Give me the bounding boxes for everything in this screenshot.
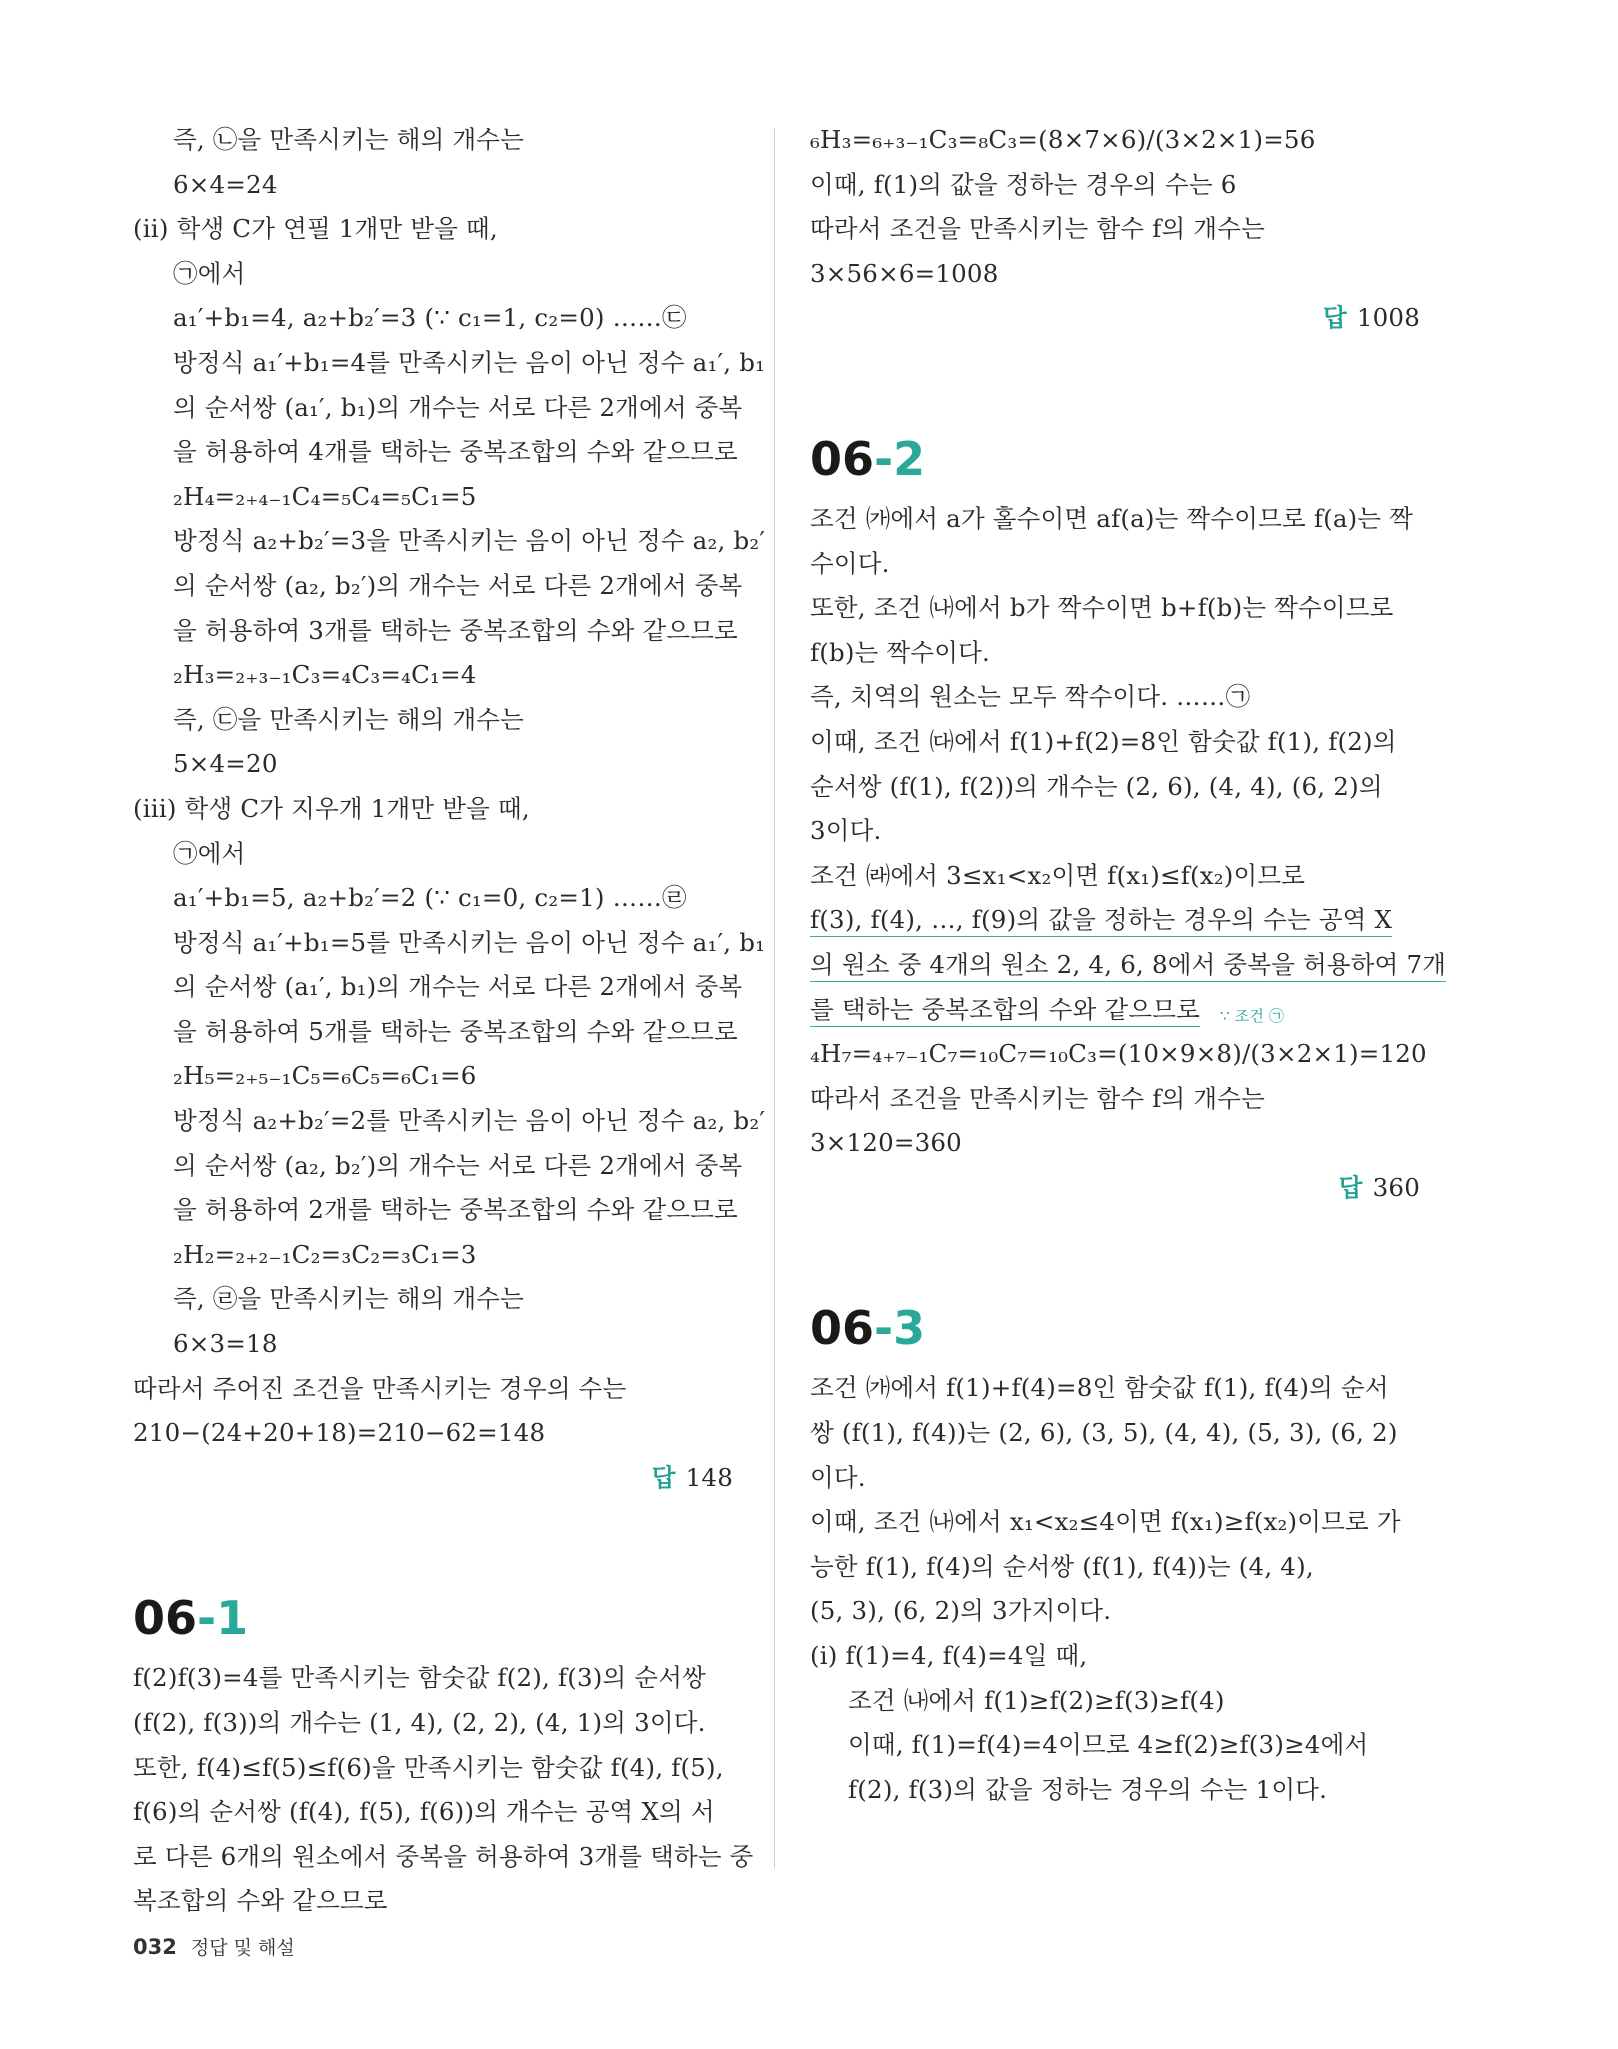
text-line: 따라서 조건을 만족시키는 함수 f의 개수는 (810, 214, 1265, 244)
underlined-text: 의 원소 중 4개의 원소 2, 4, 6, 8에서 중복을 허용하여 7개 (810, 950, 1446, 982)
answer-line (133, 1456, 733, 1501)
section-dash: - (197, 1591, 217, 1646)
section-number: 06 (810, 1301, 875, 1356)
text-line: 3×120=360 (810, 1128, 962, 1158)
text-line: 또한, 조건 ㈏에서 b가 짝수이면 b+f(b)는 짝수이므로 (810, 593, 1394, 623)
text-line: 의 순서쌍 (a₁′, b₁)의 개수는 서로 다른 2개에서 중복 (173, 972, 743, 1002)
text-line: 수이다. (810, 548, 890, 578)
section-subnumber: 1 (216, 1591, 249, 1646)
section-heading-06-2 (810, 429, 1420, 489)
page-footer (133, 1933, 295, 1960)
solution-continued (133, 118, 766, 1456)
text-line: (f(2), f(3))의 개수는 (1, 4), (2, 2), (4, 1)의 3이다. (133, 1708, 706, 1737)
text-line: 이때, f(1)의 값을 정하는 경우의 수는 6 (810, 169, 1237, 199)
text-line: 조건 ㈑에서 3≤x₁<x₂이면 f(x₁)≤f(x₂)이므로 (810, 860, 1306, 890)
text-line: 즉, ㉡을 만족시키는 해의 개수는 (173, 125, 525, 154)
solution-06-3 (810, 1366, 1420, 1812)
text-line: 순서쌍 (f(1), f(2))의 개수는 (2, 6), (4, 4), (6, 2)의 (810, 771, 1383, 801)
solution-06-2 (810, 497, 1447, 1032)
answer-label: 답 (1338, 1172, 1363, 1202)
section-number: 06 (133, 1591, 198, 1646)
text-line: 이다. (810, 1462, 866, 1492)
text-line: 이때, f(1)=f(4)=4이므로 4≥f(2)≥f(3)≥4에서 (848, 1730, 1369, 1760)
text-line: 쌍 (f(1), f(4))는 (2, 6), (3, 5), (4, 4), (5, 3), (6, 2) (810, 1418, 1398, 1448)
text-line: 조건 ㈏에서 f(1)≥f(2)≥f(3)≥f(4) (848, 1685, 1225, 1715)
text-line: 3×56×6=1008 (810, 258, 999, 288)
section-dash: - (874, 431, 894, 486)
text-line: 방정식 a₁′+b₁=4를 만족시키는 음이 아닌 정수 a₁′, b₁ (173, 347, 766, 377)
footer-label: 정답 및 해설 (190, 1937, 295, 1959)
underlined-text: f(3), f(4), …, f(9)의 값을 정하는 경우의 수는 공역 X (810, 905, 1392, 937)
text-line: 을 허용하여 2개를 택하는 중복조합의 수와 같으므로 (173, 1195, 738, 1225)
solution-06-1 (133, 1656, 754, 1924)
section-heading-06-3 (810, 1298, 1420, 1358)
text-line: 210−(24+20+18)=210−62=148 (133, 1418, 546, 1448)
text-line: 이때, 조건 ㈏에서 x₁<x₂≤4이면 f(x₁)≥f(x₂)이므로 가 (810, 1507, 1401, 1537)
text-line: ㉠에서 (173, 838, 246, 868)
text-line: 복조합의 수와 같으므로 (133, 1886, 388, 1916)
section-subnumber: 3 (893, 1301, 926, 1356)
text-line: 즉, 치역의 원소는 모두 짝수이다. ……㉠ (810, 682, 1251, 712)
text-line (810, 943, 1447, 988)
text-line: 을 허용하여 5개를 택하는 중복조합의 수와 같으므로 (173, 1016, 738, 1046)
text-line: ₄H₇=₄₊₇₋₁C₇=₁₀C₇=₁₀C₃=(10×9×8)/(3×2×1)=120 (810, 1039, 1427, 1069)
text-line: 방정식 a₁′+b₁=5를 만족시키는 음이 아닌 정수 a₁′, b₁ (173, 927, 766, 957)
text-line: 을 허용하여 4개를 택하는 중복조합의 수와 같으므로 (173, 437, 738, 467)
text-line: f(2)f(3)=4를 만족시키는 함숫값 f(2), f(3)의 순서쌍 (133, 1663, 707, 1693)
text-line: 6×3=18 (173, 1329, 278, 1359)
answer-value: 1008 (1356, 303, 1420, 333)
text-line: 의 순서쌍 (a₂, b₂′)의 개수는 서로 다른 2개에서 중복 (173, 1150, 743, 1180)
text-line: 의 순서쌍 (a₁′, b₁)의 개수는 서로 다른 2개에서 중복 (173, 392, 743, 422)
text-line: 즉, ㉢을 만족시키는 해의 개수는 (173, 704, 525, 734)
text-line: 의 순서쌍 (a₂, b₂′)의 개수는 서로 다른 2개에서 중복 (173, 570, 743, 600)
text-line: 조건 ㈎에서 f(1)+f(4)=8인 함숫값 f(1), f(4)의 순서 (810, 1373, 1389, 1403)
text-line: ₂H₅=₂₊₅₋₁C₅=₆C₅=₆C₁=6 (173, 1061, 477, 1091)
text-line: 능한 f(1), f(4)의 순서쌍 (f(1), f(4))는 (4, 4), (810, 1551, 1314, 1581)
answer-value: 360 (1372, 1172, 1420, 1202)
text-line: f(6)의 순서쌍 (f(4), f(5), f(6))의 개수는 공역 X의 서 (133, 1797, 715, 1827)
left-column (133, 118, 766, 1924)
answer-line (810, 296, 1420, 341)
column-divider (774, 128, 775, 1868)
condition-note: ∵ 조건 ㉠ (1220, 1007, 1285, 1026)
text-line: 방정식 a₂+b₂′=2를 만족시키는 음이 아닌 정수 a₂, b₂′ (173, 1106, 766, 1136)
section-dash: - (874, 1301, 894, 1356)
text-line: ₂H₄=₂₊₄₋₁C₄=₅C₄=₅C₁=5 (173, 481, 477, 511)
answer-label: 답 (651, 1462, 676, 1492)
text-line (810, 898, 1420, 943)
text-line: 조건 ㈎에서 a가 홀수이면 af(a)는 짝수이므로 f(a)는 짝 (810, 503, 1414, 533)
answer-value: 148 (685, 1462, 733, 1492)
text-line: a₁′+b₁=5, a₂+b₂′=2 (∵ c₁=0, c₂=1) ……㉣ (173, 883, 687, 913)
text-line: 방정식 a₂+b₂′=3을 만족시키는 음이 아닌 정수 a₂, b₂′ (173, 526, 766, 556)
text-line: (iii) 학생 C가 지우개 1개만 받을 때, (133, 793, 530, 823)
page-number: 032 (133, 1935, 177, 1959)
text-line: a₁′+b₁=4, a₂+b₂′=3 (∵ c₁=1, c₂=0) ……㉢ (173, 303, 687, 333)
text-line: 3이다. (810, 816, 882, 846)
text-line: 5×4=20 (173, 749, 278, 779)
text-line: f(2), f(3)의 값을 정하는 경우의 수는 1이다. (848, 1774, 1328, 1804)
text-line: ㉠에서 (173, 258, 246, 288)
text-line: 또한, f(4)≤f(5)≤f(6)을 만족시키는 함숫값 f(4), f(5), (133, 1752, 724, 1782)
section-heading-06-1 (133, 1588, 733, 1648)
text-line: f(b)는 짝수이다. (810, 637, 990, 667)
answer-label: 답 (1322, 303, 1347, 333)
text-line: 따라서 주어진 조건을 만족시키는 경우의 수는 (133, 1373, 627, 1403)
text-line: 따라서 조건을 만족시키는 함수 f의 개수는 (810, 1083, 1265, 1113)
solution-06-1-continued (810, 118, 1420, 296)
text-line: 즉, ㉣을 만족시키는 해의 개수는 (173, 1284, 525, 1314)
section-number: 06 (810, 431, 875, 486)
text-line: ₂H₂=₂₊₂₋₁C₂=₃C₂=₃C₁=3 (173, 1239, 477, 1269)
text-line: 로 다른 6개의 원소에서 중복을 허용하여 3개를 택하는 중 (133, 1841, 754, 1871)
underlined-text: 를 택하는 중복조합의 수와 같으므로 (810, 995, 1200, 1027)
right-column (810, 118, 1447, 1812)
solution-06-2-tail (810, 1032, 1427, 1166)
section-subnumber: 2 (893, 431, 926, 486)
text-line: 6×4=24 (173, 169, 278, 199)
text-line: ₂H₃=₂₊₃₋₁C₃=₄C₃=₄C₁=4 (173, 660, 477, 690)
text-line: ₆H₃=₆₊₃₋₁C₃=₈C₃=(8×7×6)/(3×2×1)=56 (810, 125, 1316, 154)
answer-line (810, 1166, 1420, 1211)
text-line: (ii) 학생 C가 연필 1개만 받을 때, (133, 214, 498, 244)
text-line: 이때, 조건 ㈐에서 f(1)+f(2)=8인 함숫값 f(1), f(2)의 (810, 726, 1397, 756)
text-line: (i) f(1)=4, f(4)=4일 때, (810, 1641, 1088, 1671)
text-line: (5, 3), (6, 2)의 3가지이다. (810, 1596, 1112, 1626)
text-line: 을 허용하여 3개를 택하는 중복조합의 수와 같으므로 (173, 615, 738, 645)
